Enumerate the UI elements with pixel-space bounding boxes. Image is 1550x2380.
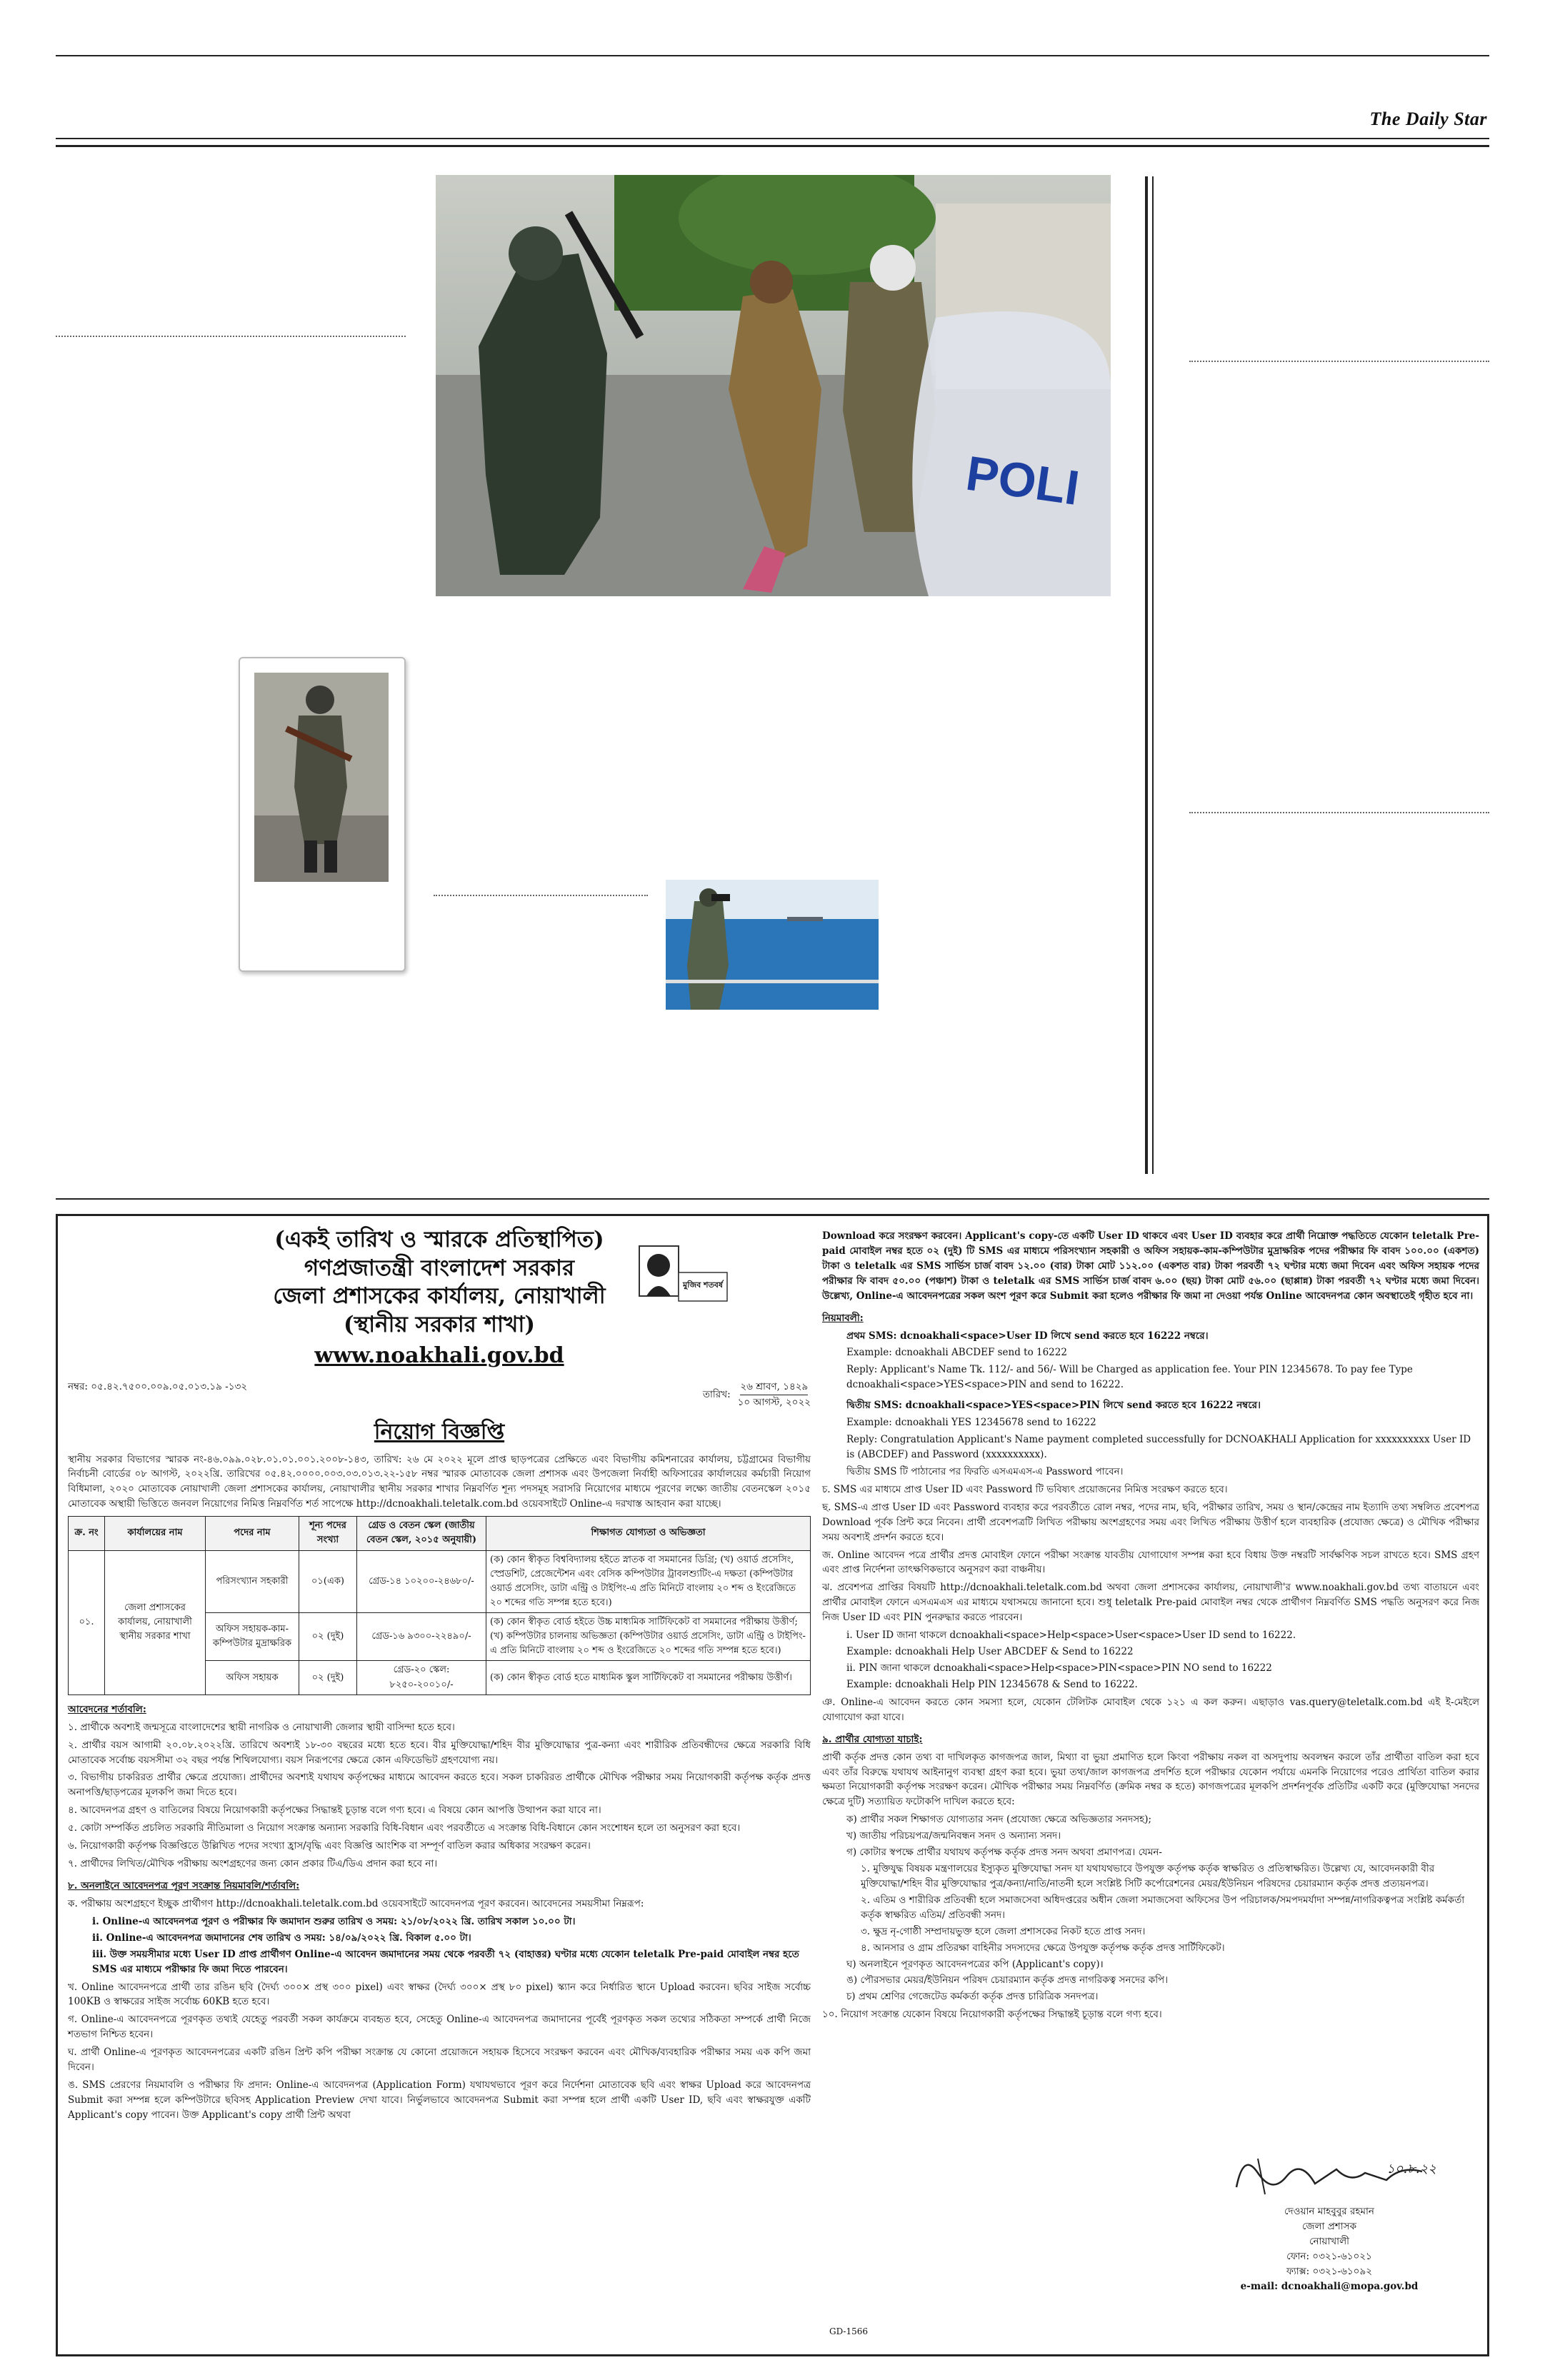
recovery-item: Example: dcnoakhali Help User ABCDEF & Send to 16222 — [846, 1646, 1134, 1658]
right-col-divider-1 — [1189, 361, 1489, 362]
col-office: কার্যালয়ের নাম — [105, 1517, 206, 1550]
main-photo-police-protester — [436, 175, 1111, 596]
top-rule — [56, 55, 1489, 56]
date-stack — [738, 1380, 811, 1410]
row-serial: ০১. — [69, 1550, 105, 1694]
sms-second-example: Example: dcnoakhali YES 12345678 send to 16222 — [846, 1417, 1096, 1429]
column-rule-thin — [1152, 176, 1154, 1174]
ad-header-replacement: (একই তারিখ ও স্মারকে প্রতিস্থাপিত) — [274, 1227, 604, 1252]
row-qualification: (ক) কোন স্বীকৃত বিশ্ববিদ্যালয় হইতে স্নাতক বা সমমানের ডিগ্রি; (খ) ওয়ার্ড প্রসেসিং, স্প্রেডশিট, প্রেজেন্টেশন এবং বেসিক কম্পিউটার ট্রাবলশ্যুটিং-এ দক্ষতা (কম্পিউটার ওয়ার্ড প্রসেসিং, ডাটা এন্ট্রি ও টাইপিং-এ প্রতি মিনিটে বাংলায় ২০ শব্দ ও ইংরেজিতে ২০ শব্দের গতি সম্পন্ন হতে হবে।) — [486, 1550, 811, 1613]
side-photo-soldier — [254, 673, 389, 882]
document-item: গ) কোটার স্বপক্ষে প্রার্থীর যথাযথ কর্তৃপক্ষ কর্তৃক প্রদত্ত সনদ অথবা প্রমাণপত্র। যেমন- — [846, 1847, 1162, 1859]
ad-top-rule — [56, 1198, 1489, 1200]
sms-second-instruction: দ্বিতীয় SMS: dcnoakhali<space>YES<space>PIN লিখে send করতে হবে 16222 নম্বরে। — [846, 1400, 1261, 1412]
row-office: জেলা প্রশাসকের কার্যালয়, নোয়াখালী স্থানীয় সরকার শাখা — [105, 1550, 206, 1694]
document-item: ১. মুক্তিযুদ্ধ বিষয়ক মন্ত্রণালয়ের ইস্যুকৃত মুক্তিযোদ্ধা সনদ যা যথাযথভাবে উপযুক্ত কর্তৃপক্ষ কর্তৃক স্বাক্ষরিত ও প্রতিস্বাক্ষরিত। উল্লেখ্য যে, আবেদনকারী বীর মুক্তিযোদ্ধা/শহিদ বীর মুক্তিযোদ্ধার পুত্র/কন্যা/নাতি/নাতনী হলে সংশ্লিষ্ট সিটি কর্পোরেশনের মেয়র/ইউনিয়ন পরিষদের চেয়ারম্যান কর্তৃক প্রদত্ত প্রত্যয়নপত্র। — [861, 1863, 1435, 1889]
condition-item: ৪. আবেদনপত্র গ্রহণ ও বাতিলের বিষয়ে নিয়োগকারী কর্তৃপক্ষের সিদ্ধান্তই চূড়ান্ত বলে গণ্য হবে। এ বিষয়ে কোন আপত্তি উত্থাপন করা যাবে না। — [68, 1804, 601, 1817]
condition-item: ৬. নিয়োগকারী কর্তৃপক্ষ বিজ্ঞপ্তিতে উল্লিখিত পদের সংখ্যা হ্রাস/বৃদ্ধি এবং বিজ্ঞপ্তি আংশিক বা সম্পূর্ণ বাতিল করার অধিকার সংরক্ষণ করেন। — [68, 1840, 591, 1852]
row-post: অফিস সহায়ক-কাম-কম্পিউটার মুদ্রাক্ষরিক — [206, 1613, 299, 1661]
date-english: ১০ আগস্ট, ২০২২ — [737, 1397, 811, 1409]
signature-block — [1215, 2144, 1444, 2294]
condition-item: ৫. কোটা সম্পর্কিত প্রচলিত সরকারি নীতিমালা ও নিয়োগ সংক্রান্ত অন্যান্য সরকারি বিধি-বিধান এবং পরবর্তীতে এ সংক্রান্ত বিধি-বিধানে কোন সংশোধন হলে তা অনুসরণ করা হবে। — [68, 1822, 741, 1834]
conditions-list — [68, 1720, 811, 1872]
recovery-item: ii. PIN জানা থাকলে dcnoakhali<space>Help<space>PIN<space>PIN NO send to 16222 — [846, 1662, 1272, 1674]
online-rule-b: খ. Online আবেদনপত্রে প্রার্থী তার রঙিন ছবি (দৈর্ঘ্য ৩০০× প্রস্থ ৩০০ pixel) এবং স্বাক্ষর (দৈর্ঘ্য ৩০০× প্রস্থ ৮০ pixel) স্ক্যান করে নির্ধারিত স্থানে Upload করবেন। ছবির সাইজ সর্বোচ্চ 100KB ও স্বাক্ষরের সাইজ সর্বোচ্চ 60KB হতে হবে। — [68, 1981, 811, 2008]
document-item: ক) প্রার্থীর সকল শিক্ষাগত যোগ্যতার সনদ (প্রযোজ্য ক্ষেত্রে অভিজ্ঞতার সনদসহ); — [846, 1814, 1152, 1826]
recovery-item: i. User ID জানা থাকলে dcnoakhali<space>Help<space>User<space>User ID send to 16222. — [846, 1630, 1296, 1642]
date-block — [703, 1380, 811, 1410]
sms-second-note: দ্বিতীয় SMS টি পাঠানোর পর ফিরতি এসএমএস-এ Password পাবেন। — [846, 1465, 1124, 1477]
signature-date: ১০.৮.২২ — [1386, 2161, 1436, 2176]
schedule-item: ii. Online-এ আবেদনপত্র জমাদানের শেষ তারিখ ও সময়: ১৪/০৯/২০২২ খ্রি. বিকাল ৫.০০ টা। — [92, 1932, 471, 1944]
online-rules-title: ৮. অনলাইনে আবেদনপত্র পূরণ সংক্রান্ত নিয়মাবলি/শর্তাবলি: — [68, 1879, 300, 1892]
col-qualification: শিক্ষাগত যোগ্যতা ও অভিজ্ঞতা — [486, 1517, 811, 1550]
ad-header-branch: (স্থানীয় সরকার শাখা) — [343, 1312, 535, 1338]
row-grade: গ্রেড-১৬ ৯৩০০-২২৪৯০/- — [357, 1613, 486, 1661]
row-qualification: (ক) কোন স্বীকৃত বোর্ড হতে মাধ্যমিক স্কুল সার্টিফিকেট বা সমমানের পরীক্ষায় উত্তীর্ণ। — [486, 1661, 811, 1694]
ad-right-column — [822, 1226, 1479, 2025]
ad-header-govt: গণপ্রজাতন্ত্রী বাংলাদেশ সরকার — [304, 1255, 575, 1281]
col-count: শূন্য পদের সংখ্যা — [299, 1517, 357, 1550]
notice-title: নিয়োগ বিজ্ঞপ্তি — [374, 1420, 505, 1445]
contact-email: e-mail: dcnoakhali@mopa.gov.bd — [1240, 2280, 1419, 2292]
documents-list — [822, 1812, 1479, 2004]
vacancy-table — [68, 1516, 811, 1695]
eligibility-title: ৯. প্রার্থীর যোগ্যতা যাচাই: — [822, 1733, 923, 1745]
sms-first-reply: Reply: Applicant's Name Tk. 112/- and 56/- Will be Charged as application fee. Your PIN 12345678. To pay fee Type dcnoakhali<space>YES<space>PIN and send to 16222. — [846, 1364, 1413, 1391]
document-item: ৪. আনসার ও গ্রাম প্রতিরক্ষা বাহিনীর সদস্যদের ক্ষেত্রে উপযুক্ত কর্তৃপক্ষ কর্তৃক প্রদত্ত সার্টিফিকেট। — [861, 1942, 1225, 1954]
masthead-logo: The Daily Star — [1369, 109, 1487, 129]
side-photo-card — [239, 657, 406, 972]
online-rule-d: ঘ. প্রার্থী Online-এ পূরণকৃত আবেদনপত্রের একটি রঙিন প্রিন্ট কপি পরীক্ষা সংক্রান্ত যে কোনো প্রয়োজনে সহায়ক হিসেবে সংরক্ষণ করবেন এবং মৌখিক/ব্যবহারিক পরীক্ষার সময় এক কপি জমা দিবেন। — [68, 2047, 811, 2074]
svg-text:POLI: POLI — [962, 446, 1083, 516]
document-item: ঘ) অনলাইনে পূরণকৃত আবেদনপত্রের কপি (Applicant's copy)। — [846, 1958, 1104, 1970]
document-item: ৩. ক্ষুদ্র নৃ-গোষ্ঠী সম্প্রদায়ভুক্ত হলে জেলা প্রশাসকের নিকট হতে প্রাপ্ত সনদ। — [861, 1925, 1146, 1937]
document-item: খ) জাতীয় পরিচয়পত্র/জন্মনিবন্ধন সনদ ও অন্যান্য সনদ। — [846, 1830, 1061, 1842]
small-photo-binoculars-sea — [666, 880, 879, 1010]
row-grade: গ্রেড-১৪ ১০২০০-২৪৬৮০/- — [357, 1550, 486, 1613]
recruitment-advertisement — [56, 1214, 1489, 2356]
contact-fax: ফ্যাক্স: ০৩২১-৬১০৯২ — [1286, 2265, 1372, 2277]
signatory-title: জেলা প্রশাসক — [1301, 2220, 1357, 2232]
left-col-divider-1 — [56, 336, 406, 337]
row-count: ০২ (দুই) — [299, 1613, 357, 1661]
mujib-logo-text: মুজিব শতবর্ষ — [683, 1280, 723, 1290]
contact-phone: ফোন: ০৩২১-৬১০২১ — [1286, 2250, 1372, 2262]
ad-left-column — [68, 1226, 811, 2126]
col-serial: ক্র. নং — [69, 1517, 105, 1550]
document-item: ২. এতিম ও শারীরিক প্রতিবন্ধী হলে সমাজসেবা অধিদপ্তরের অধীন জেলা সমাজসেবা অফিসের উপ পরিচালক/সমপদমর্যাদা সম্পন্ন/নাগরিকত্বপত্র সংশ্লিষ্ট কর্মকর্তা কর্তৃক স্বাক্ষরিত এতিম/ প্রতিবন্ধী সনদ। — [861, 1894, 1465, 1921]
sms-first-instruction: প্রথম SMS: dcnoakhali<space>User ID লিখে send করতে হবে 16222 নম্বরে। — [846, 1330, 1209, 1342]
row-count: ০২ (দুই) — [299, 1661, 357, 1694]
left-col-divider-2 — [434, 895, 648, 896]
sms-rules-title: নিয়মাবলী: — [822, 1312, 864, 1324]
sms-second-reply: Reply: Congratulation Applicant's Name payment completed successfully for DCNOAKHALI Application for xxxxxxxxxx User ID is (ABCDEF) and Password (xxxxxxxxxx). — [846, 1434, 1471, 1460]
vacancy-table-header — [69, 1517, 811, 1550]
recovery-item: Example: dcnoakhali Help PIN 12345678 & Send to 16222. — [846, 1678, 1138, 1690]
row-post: পরিসংখ্যান সহকারী — [206, 1550, 299, 1613]
row-grade: গ্রেড-২০ স্কেল: ৮২৫০-২০০১০/- — [357, 1661, 486, 1694]
online-rule-a: ক. পরীক্ষায় অংশগ্রহণে ইচ্ছুক প্রার্থীগণ http://dcnoakhali.teletalk.com.bd ওয়েবসাইটে আবেদনপত্র পূরণ করবেন। আবেদনের সময়সীমা নিম্নরূপ: — [68, 1897, 644, 1909]
gd-code: GD-1566 — [829, 2326, 869, 2336]
condition-item: ১. প্রার্থীকে অবশ্যই জন্মসূত্রে বাংলাদেশের স্থায়ী নাগরিক ও নোয়াখালী জেলার স্থায়ী বাসিন্দা হতে হবে। — [68, 1721, 455, 1733]
online-schedule-list — [68, 1914, 811, 1977]
eligibility-intro: প্রার্থী কর্তৃক প্রদত্ত কোন তথ্য বা দাখিলকৃত কাগজপত্র জাল, মিথ্যা বা ভুয়া প্রমাণিত হলে কিংবা পরীক্ষায় নকল বা অসদুপায় অবলম্বন করলে তাঁর প্রার্থীতা বাতিল করা হবে এবং তাঁর বিরুদ্ধে যথাযথ আইনানুগ ব্যবস্থা গ্রহণ করা হবে। ভুয়া তথ্য/জাল কাগজপত্র প্রদর্শিত হলে পরীক্ষার যেকোন পর্যায়ে এমনকি নিয়োগের পরেও প্রার্থিতা বাতিল করার ক্ষমতা নিয়োগকারী কর্তৃপক্ষ সংরক্ষণ করেন। মৌখিক পরীক্ষার সময় নিম্নবর্ণিত (ক্রমিক নম্বর ক হতে) কাগজপত্রের মূলকপি প্রদর্শনপূর্বক প্রতিটির একটি করে (মুক্তিযোদ্ধা সনদের ক্ষেত্রে দুটি) সত্যায়িত ফটোকপি দাখিল করতে হবে: — [822, 1751, 1479, 1808]
row-post: অফিস সহায়ক — [206, 1661, 299, 1694]
signatory-place: নোয়াখালী — [1309, 2235, 1350, 2247]
date-label: তারিখ: — [702, 1389, 731, 1401]
schedule-item: i. Online-এ আবেদনপত্র পূরণ ও পরীক্ষার ফি জমাদান শুরুর তারিখ ও সময়: ২১/০৮/২০২২ খ্রি. তারিখ সকাল ১০.০০ টা। — [92, 1915, 576, 1927]
column-rule-thick — [1145, 176, 1148, 1174]
rule-j: জ. Online আবেদন পত্রে প্রার্থীর প্রদত্ত মোবাইল ফোনে পরীক্ষা সংক্রান্ত যাবতীয় যোগাযোগ সম্পন্ন করা হবে বিধায় উক্ত নম্বরটি সার্বক্ষণিক সচল রাখতে হবে। SMS গ্রহণ এবং প্রাপ্ত নির্দেশনা তাৎক্ষণিকভাবে অনুসরণ করা বাঞ্চনীয়। — [822, 1549, 1479, 1576]
rule-ng: ঞ. Online-এ আবেদন করতে কোন সমস্যা হলে, যেকোন টেলিটক মোবাইল থেকে ১২১ এ কল করুন। এছাড়াও vas.query@teletalk.com.bd এই ই-মেইলে যোগাযোগ করা যাবে। — [822, 1696, 1479, 1723]
right-col-divider-2 — [1189, 812, 1489, 813]
sms-first-example: Example: dcnoakhali ABCDEF send to 16222 — [846, 1347, 1067, 1359]
col-grade: গ্রেড ও বেতন স্কেল (জাতীয় বেতন স্কেল, ২০১৫ অনুযায়ী) — [357, 1517, 486, 1550]
rule-jh: ঝ. প্রবেশপত্র প্রাপ্তির বিষয়টি http://dcnoakhali.teletalk.com.bd অথবা জেলা প্রশাসকের কার্যালয়, নোয়াখালী'র www.noakhali.gov.bd তথ্য বাতায়নে এবং প্রার্থীর মোবাইল ফোনে এসএমএস এর মাধ্যমে যথাসময়ে জানানো হবে। শুধু teletalk Pre-paid মোবাইল নম্বর থেকে প্রার্থীগণ নিম্নবর্ণিত SMS পদ্ধতি অনুসরণ করে নিজ নিজ User ID এবং PIN পুনরুদ্ধার করতে পারবেন। — [822, 1582, 1479, 1624]
date-bangla: ২৬ শ্রাবণ, ১৪২৯ — [740, 1380, 808, 1395]
condition-item: ৩. বিভাগীয় চাকরিরত প্রার্থীর ক্ষেত্রে প্রযোজ্য। প্রার্থীদের অবশ্যই যথাযথ কর্তৃপক্ষের মাধ্যমে আবেদন করতে হবে। সকল চাকরিরত প্রার্থীকে মৌখিক পরীক্ষার সময় নিয়োগকারী কর্তৃপক্ষ কর্তৃক প্রদত্ত অনাপত্তি/ছাড়পত্রের মূলকপি জমা দিতে হবে। — [68, 1772, 811, 1799]
document-item: ঙ) পৌরসভার মেয়র/ইউনিয়ন পরিষদ চেয়ারম্যান কর্তৃক প্রদত্ত নাগরিকত্ব সনদের কপি। — [846, 1974, 1169, 1987]
row-qualification: (ক) কোন স্বীকৃত বোর্ড হইতে উচ্চ মাধ্যমিক সার্টিফিকেট বা সমমানের পরীক্ষায় উত্তীর্ণ; (খ) কম্পিউটার চালনায় অভিজ্ঞতা (কম্পিউটার ওয়ার্ড প্রসেসিং, ডাটা এন্ট্রি ও টাইপিং-এ প্রতি মিনিটে বাংলায় ২০ শব্দ ও ইংরেজিতে ২০ শব্দের গতি সম্পন্ন হতে হবে।) — [486, 1613, 811, 1661]
table-row — [69, 1550, 811, 1613]
mujib-borsho-logo — [632, 1240, 732, 1319]
schedule-item: iii. উক্ত সময়সীমার মধ্যে User ID প্রাপ্ত প্রার্থীগণ Online-এ আবেদন জমাদানের সময় থেকে পরবর্তী ৭২ (বাহাত্তর) ঘণ্টার মধ্যে যেকোন teletalk Pre-paid মোবাইল নম্বর হতে SMS এর মাধ্যমে পরীক্ষার ফি জমা দিতে পারবেন। — [92, 1948, 799, 1975]
condition-item: ৭. প্রার্থীদের লিখিত/মৌখিক পরীক্ষায় অংশগ্রহণের জন্য কোন প্রকার টিএ/ডিএ প্রদান করা হবে না। — [68, 1858, 438, 1870]
conditions-title: আবেদনের শর্তাবলি: — [68, 1703, 146, 1715]
rule-chh: ছ. SMS-এ প্রাপ্ত User ID এবং Password ব্যবহার করে পরবর্তীতে রোল নম্বর, পদের নাম, ছবি, পরীক্ষার তারিখ, সময় ও স্থান/কেন্দ্রের নাম ইত্যাদি তথ্য সম্বলিত প্রবেশপত্র Download পূর্বক প্রিন্ট করে নিবেন। প্রার্থী প্রবেশপত্রটি লিখিত পরীক্ষায় অংশগ্রহণের সময় এবং লিখিত পরীক্ষায় উত্তীর্ণ হলে ব্যবহারিক (প্রযোজ্য ক্ষেত্রে) ও মৌখিক পরীক্ষার সময় অবশ্যই প্রদর্শন করতে হবে। — [822, 1501, 1479, 1543]
recovery-list — [822, 1628, 1479, 1692]
document-item: চ) প্রথম শ্রেণির গেজেটেড কর্মকর্তা কর্তৃক প্রদত্ত চারিত্রিক সনদপত্র। — [846, 1991, 1099, 2003]
header-rule-1 — [56, 138, 1489, 139]
memo-number: নম্বর: ০৫.৪২.৭৫০০.০০৯.০৫.০১৩.১৯ -১৩২ — [68, 1381, 248, 1393]
online-rule-e: ঙ. SMS প্রেরণের নিয়মাবলি ও পরীক্ষার ফি প্রদান: Online-এ আবেদনপত্র (Application Form) যথাযথভাবে পূরণ করে নির্দেশনা মোতাবেক ছবি এবং স্বাক্ষর Upload করে আবেদনপত্র Submit করা সম্পন্ন হলে কম্পিউটারে ছবিসহ Application Preview দেখা যাবে। নির্ভুলভাবে আবেদনপত্র Submit করা সম্পন্ন হলে প্রার্থী একটি User ID, ছবি এবং স্বাক্ষরযুক্ত একটি Applicant's copy পাবেন। উক্ত Applicant's copy প্রার্থী প্রিন্ট অথবা — [68, 2079, 811, 2121]
condition-item: ২. প্রার্থীর বয়স আগামী ২০.০৮.২০২২খ্রি. তারিখে অবশ্যই ১৮-৩০ বছরের মধ্যে হতে হবে। বীর মুক্তিযোদ্ধা/শহিদ বীর মুক্তিযোদ্ধার পুত্র-কন্যা এবং শারীরিক প্রতিবন্ধীদের ক্ষেত্রে সরকারি বিধি মোতাবেক সর্বোচ্চ বয়সসীমা ৩২ বছর পর্যন্ত শিথিলযোগ্য। বয়স নিরূপণের ক্ষেত্রে কোন এফিডেভিট গ্রহণযোগ্য নয়। — [68, 1739, 811, 1766]
ad-website: www.noakhali.gov.bd — [314, 1342, 564, 1368]
sms-fee-intro: Download করে সংরক্ষণ করবেন। Applicant's copy-তে একটি User ID থাকবে এবং User ID ব্যবহার করে প্রার্থী নিম্নোক্ত পদ্ধতিতে যেকোন teletalk Pre-paid মোবাইল নম্বর হতে ০২ (দুই) টি SMS এর মাধ্যমে পরিসংখ্যান সহকারী ও অফিস সহায়ক-কাম-কম্পিউটার মুদ্রাক্ষরিক পদের পরীক্ষার ফি বাবদ ১০০.০০ (একশত) টাকা ও teletalk এর SMS সার্ভিস চার্জ বাবদ ১২.০০ (বার) টাকা মোট ১১২.০০ (একশত বার) টাকা পরবর্তী ৭২ ঘণ্টার মধ্যে জমা দিবেন এবং অফিস সহায়ক পদের পরীক্ষার ফি বাবদ ৫০.০০ (পঞ্চাশ) টাকা ও teletalk এর SMS সার্ভিস চার্জ বাবদ ৬.০০ (ছয়) টাকা মোট ৫৬.০০ (ছাপ্পান্ন) টাকা পরবর্তী ৭২ ঘণ্টার মধ্যে জমা দিবেন। উল্লেখ্য, Online-এ আবেদনপত্রের সকল অংশ পূরণ করে Submit করা হলেও পরীক্ষার ফি জমা না দেওয়া পর্যন্ত Online আবেদনপত্র কোন অবস্থাতেই গৃহীত হবে না। — [822, 1230, 1479, 1302]
memo-row — [68, 1380, 811, 1410]
rule-ch: চ. SMS এর মাধ্যমে প্রাপ্ত User ID এবং Password টি ভবিষ্যৎ প্রয়োজনের নিমিত্ত সংরক্ষণ করতে হবে। — [822, 1483, 1228, 1495]
notice-intro: স্থানীয় সরকার বিভাগের স্মারক নং-৪৬.০৯৯.০২৮.০১.০১.০০১.২০০৮-১৪৩, তারিখ: ২৬ মে ২০২২ মূলে প্রাপ্ত ছাড়পত্রের প্রেক্ষিতে এবং বিভাগীয় কমিশনারের কার্যালয়, চট্টগ্রামের বিভাগীয় নির্বাচনী বোর্ডের ০৮ আগস্ট, ২০২২খ্রি. তারিখের ০৫.৪২.০০০০.০০৩.০৩.০১৩.২২-১৫৮ নম্বর স্মারক মোতাবেক জেলা প্রশাসক এবং উপজেলা নির্বাহী অফিসারের কার্যালয়ের কর্মচারী নিয়োগ বিধিমালা, ২০২০ মোতাবেক নোয়াখালী জেলা প্রশাসকের কার্যালয়, নোয়াখালীর স্থানীয় সরকার শাখার নিম্নবর্ণিত শূন্য পদসমূহ সরাসরি নিয়োগের মাধ্যমে পূরণের লক্ষ্যে জাতীয় বেতনস্কেল ২০১৫ মোতাবেক অস্থায়ী ভিত্তিতে জনবল নিয়োগের নিমিত্ত নিম্নবর্ণিত শর্ত সাপেক্ষে http://dcnoakhali.teletalk.com.bd ওয়েবসাইটে Online-এ দরখাস্ত আহবান করা যাচ্ছে। — [68, 1453, 811, 1510]
col-post: পদের নাম — [206, 1517, 299, 1550]
row-count: ০১(এক) — [299, 1550, 357, 1613]
signatory-name: দেওয়ান মাহবুবুর রহমান — [1284, 2206, 1374, 2217]
final-rule: ১০. নিয়োগ সংক্রান্ত যেকোন বিষয়ে নিয়োগকারী কর্তৃপক্ষের সিদ্ধান্তই চূড়ান্ত বলে গণ্য হবে। — [822, 2009, 1162, 2021]
signatory-details — [1215, 2204, 1444, 2294]
header-rule-2 — [56, 145, 1489, 147]
online-rule-c: গ. Online-এ আবেদনপত্রে পূরণকৃত তথ্যই যেহেতু পরবর্তী সকল কার্যক্রমে ব্যবহৃত হবে, সেহেতু Online-এ আবেদনপত্র জমাদানের পূর্বেই পূরণকৃত সকল তথ্যের সঠিকতা সম্পর্কে প্রার্থী নিজে শতভাগ নিশ্চিত হবেন। — [68, 2014, 811, 2041]
ad-header-office: জেলা প্রশাসকের কার্যালয়, নোয়াখালী — [273, 1283, 606, 1310]
